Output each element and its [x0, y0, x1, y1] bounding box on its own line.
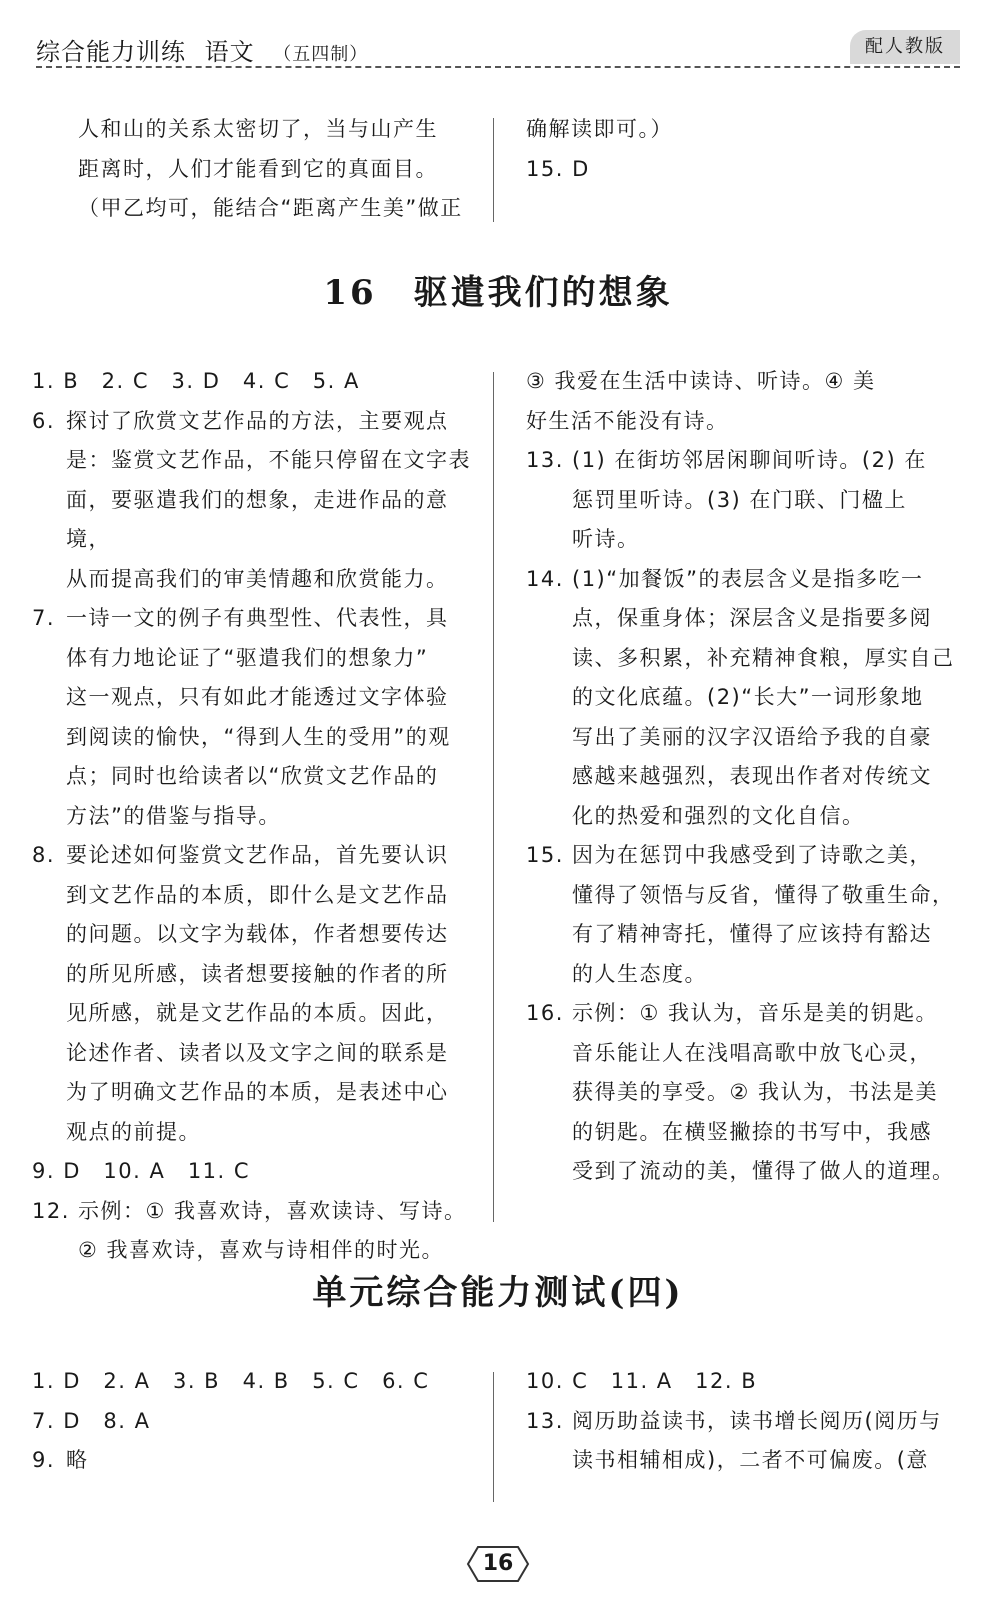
answer-line: 一诗一文的例子有典型性、代表性，具	[66, 606, 449, 630]
answer-line: 略	[66, 1448, 89, 1472]
answer-line: 点；同时也给读者以“欣赏文艺作品的	[66, 764, 439, 788]
answer-line: 到阅读的愉快，“得到人生的受用”的观	[66, 724, 451, 749]
answer-line: 9. D 10. A 11. C	[32, 1159, 251, 1183]
answer-line: 懂得了领悟与反省，懂得了敬重生命，	[572, 882, 955, 907]
question-number: 12.	[32, 1198, 70, 1223]
answer-line: (1) 在街坊邻居闲聊间听诗。(2) 在	[572, 448, 927, 472]
question-number: 8.	[32, 843, 56, 867]
answer-item	[526, 1402, 966, 1481]
answer-line: 听诗。	[572, 527, 640, 551]
answer-line: 读、多积累，补充精神食粮，厚实自己	[572, 645, 955, 670]
section16-right-column	[526, 362, 966, 1192]
answer-line: 7. D 8. A	[32, 1408, 151, 1433]
question-number: 6.	[32, 408, 56, 433]
answer-line: 感越来越强烈，表现出作者对传统文	[572, 764, 932, 788]
answer-item	[526, 994, 966, 1192]
page-number-text: 16	[482, 1551, 514, 1576]
answer-item	[526, 836, 966, 994]
answer-item	[32, 599, 472, 836]
answer-line: 是：鉴赏文艺作品，不能只停留在文字表	[66, 448, 471, 472]
answer-line: 方法”的借鉴与指导。	[66, 803, 281, 828]
answer-item	[32, 1152, 472, 1192]
answer-line: 观点的前提。	[66, 1119, 201, 1144]
answer-line: 1. B 2. C 3. D 4. C 5. A	[32, 369, 360, 393]
answer-line: 论述作者、读者以及文字之间的联系是	[66, 1040, 449, 1065]
answer-line: 化的热爱和强烈的文化自信。	[572, 803, 865, 828]
answer-line: 有了精神寄托，懂得了应该持有豁达	[572, 922, 932, 946]
answer-line: 1. D 2. A 3. B 4. B 5. C 6. C	[32, 1369, 430, 1393]
answer-item	[32, 1441, 472, 1481]
answer-line: 示例：① 我认为，音乐是美的钥匙。	[572, 1001, 939, 1025]
top-left-column	[78, 110, 478, 229]
question-number: 7.	[32, 606, 56, 630]
section16-left-column	[32, 362, 472, 1271]
answer-line: 为了明确文艺作品的本质，是表述中心	[66, 1080, 449, 1104]
question-number: 13.	[526, 448, 564, 472]
answer-line: 受到了流动的美，懂得了做人的道理。	[572, 1159, 955, 1183]
answer-line: 惩罚里听诗。(3) 在门联、门楹上	[572, 487, 907, 512]
question-number: 13.	[526, 1408, 564, 1433]
answer-line: 10. C 11. A 12. B	[526, 1369, 758, 1393]
subject: 语文	[204, 38, 255, 66]
answer-line: 探讨了欣赏文艺作品的方法，主要观点	[66, 408, 449, 433]
answer-item	[32, 1192, 472, 1271]
answer-line: ② 我喜欢诗，喜欢与诗相伴的时光。	[78, 1238, 445, 1262]
answer-line: 面，要驱遣我们的想象，走进作品的意境，	[66, 487, 449, 551]
section-title-16: 16 驱遣我们的想象	[323, 273, 673, 313]
column-divider	[493, 372, 494, 1222]
answer-line: 获得美的享受。② 我认为，书法是美	[572, 1080, 939, 1104]
answer-item	[526, 441, 966, 560]
answer-line: 示例：① 我喜欢诗，喜欢读诗、写诗。	[78, 1198, 467, 1223]
top-right-column	[526, 110, 966, 189]
book-title: 综合能力训练	[36, 38, 186, 66]
answer-item	[32, 402, 472, 600]
answer-line: 的人生态度。	[572, 961, 707, 986]
question-number: 16.	[526, 1001, 564, 1025]
answer-line: 到文艺作品的本质，即什么是文艺作品	[66, 882, 449, 907]
question-number: 14.	[526, 566, 564, 591]
answer-line: 好生活不能没有诗。	[526, 408, 729, 433]
answer-line: 这一观点，只有如此才能透过文字体验	[66, 685, 449, 709]
column-divider	[493, 118, 494, 222]
answer-line: 体有力地论证了“驱遣我们的想象力”	[66, 645, 429, 670]
edition-badge: 配人教版	[850, 30, 960, 64]
answer-item	[32, 836, 472, 1152]
answer-line: 见所感，就是文艺作品的本质。因此，	[66, 1001, 449, 1025]
answer-line: 音乐能让人在浅唱高歌中放飞心灵，	[572, 1040, 932, 1065]
answer-item	[32, 1402, 472, 1442]
section-title-unit4: 单元综合能力测试(四)	[312, 1273, 684, 1313]
answer-line: 的问题。以文字为载体，作者想要传达	[66, 922, 449, 946]
edition: （五四制）	[273, 44, 369, 65]
question-number: 9.	[32, 1448, 56, 1472]
answer-line: ③ 我爱在生活中读诗、听诗。④ 美	[526, 369, 876, 393]
answer-line: 因为在惩罚中我感受到了诗歌之美，	[572, 843, 932, 867]
text-line: 距离时，人们才能看到它的真面目。	[78, 156, 438, 181]
page-header	[36, 30, 960, 68]
answer-line: 写出了美丽的汉字汉语给予我的自豪	[572, 724, 932, 749]
answer-item	[526, 1362, 966, 1402]
answer-line: 要论述如何鉴赏文艺作品，首先要认识	[66, 843, 449, 867]
text-line: （甲乙均可，能结合“距离产生美”做正	[78, 196, 463, 220]
answer-item	[32, 1362, 472, 1402]
question-number: 15.	[526, 843, 564, 867]
answer-line: 的所见所感，读者想要接触的作者的所	[66, 961, 449, 986]
answer-line: 读书相辅相成)，二者不可偏废。(意	[572, 1448, 929, 1472]
unit4-left-column	[32, 1362, 472, 1481]
answer-line: 的钥匙。在横竖撇捺的书写中，我感	[572, 1119, 932, 1144]
header-title	[36, 32, 378, 67]
answer-line: 从而提高我们的审美情趣和欣赏能力。	[66, 566, 449, 591]
answer-item	[526, 362, 966, 441]
text-line: 15. D	[526, 156, 590, 181]
answer-line: 阅历助益读书，读书增长阅历(阅历与	[572, 1408, 942, 1433]
unit4-right-column	[526, 1362, 966, 1481]
answer-line: 点，保重身体；深层含义是指要多阅	[572, 606, 932, 630]
column-divider	[493, 1372, 494, 1502]
page-number	[466, 1544, 530, 1584]
text-line: 人和山的关系太密切了，当与山产生	[78, 117, 438, 141]
answer-line: 的文化底蕴。(2)“长大”一词形象地	[572, 685, 924, 709]
answer-item	[32, 362, 472, 402]
text-line: 确解读即可。）	[526, 117, 673, 141]
answer-line: (1)“加餐饭”的表层含义是指多吃一	[572, 566, 924, 591]
answer-item	[526, 560, 966, 837]
